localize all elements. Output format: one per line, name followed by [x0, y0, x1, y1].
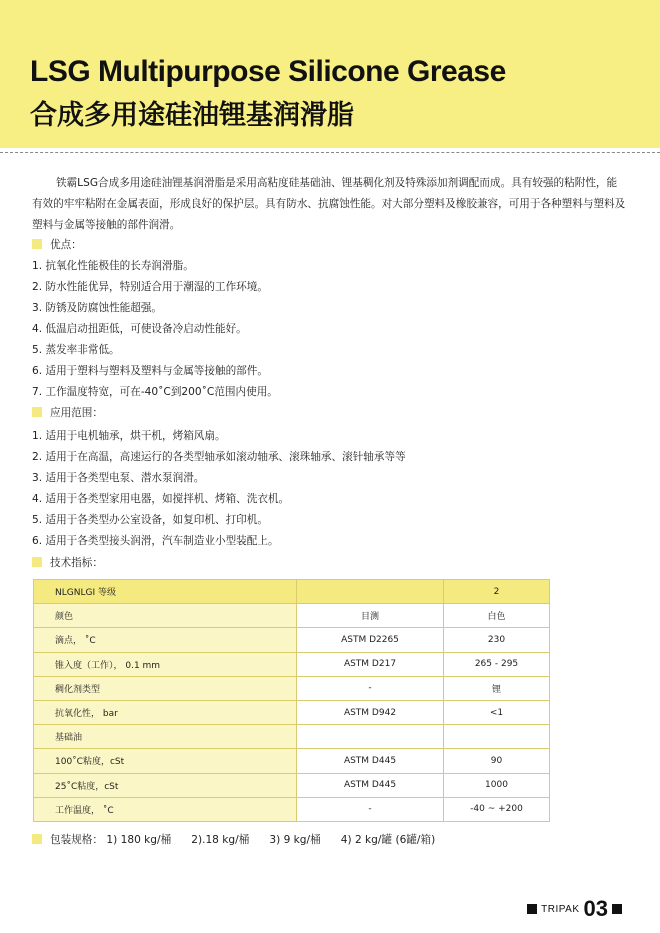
spec-property: 稠化剂类型 — [34, 676, 297, 700]
advantage-item: 3. 防锈及防腐蚀性能超强。 — [32, 302, 163, 314]
page-footer — [527, 896, 622, 922]
spec-property: 100˚C粘度，cSt — [34, 749, 297, 773]
advantages-heading: 优点： — [32, 237, 82, 253]
spec-property: 颜色 — [34, 604, 297, 628]
spec-value: 230 — [444, 628, 550, 652]
packaging-option: 4) 2 kg/罐 (6罐/箱) — [340, 834, 436, 846]
table-row — [34, 725, 550, 749]
packaging-option: 2).18 kg/桶 — [191, 834, 250, 846]
table-row — [34, 749, 550, 773]
application-item: 2. 适用于在高温，高速运行的各类型轴承如滚动轴承、滚珠轴承、滚针轴承等等 — [32, 451, 406, 463]
intro-paragraph: 铁霸LSG合成多用途硅油锂基润滑脂是采用高粘度硅基础油、锂基稠化剂及特殊添加剂调配而成。具有较强的粘附性，能有效的牢牢粘附在金属表面，形成良好的保护层。具有防水、抗腐蚀性能。对大部分塑料及橡胶兼容，可用于各种塑料与塑料及塑料与金属等接触的部件润滑。 — [32, 177, 626, 231]
page-number: 03 — [583, 896, 608, 921]
packaging-option: 3) 9 kg/桶 — [269, 834, 321, 846]
spec-property: 工作温度， ˚C — [34, 797, 297, 821]
packaging-label: 包装规格： — [50, 834, 103, 846]
spec-value: -40 ~ +200 — [444, 797, 550, 821]
brand-name: TRIPAK — [541, 903, 580, 915]
spec-method: ASTM D217 — [297, 652, 444, 676]
square-icon — [527, 904, 537, 914]
spec-method: ASTM D445 — [297, 749, 444, 773]
spec-property: 滴点， ˚C — [34, 628, 297, 652]
table-row — [34, 652, 550, 676]
packaging-line — [32, 832, 435, 847]
spec-value: 2 — [444, 580, 550, 604]
spec-property: 抗氧化性， bar — [34, 700, 297, 724]
application-item: 3. 适用于各类型电泵、潜水泵润滑。 — [32, 472, 205, 484]
table-row — [34, 604, 550, 628]
advantage-item: 1. 抗氧化性能极佳的长寿润滑脂。 — [32, 260, 194, 272]
table-row — [34, 628, 550, 652]
title-banner — [0, 0, 660, 148]
advantage-item: 5. 蒸发率非常低。 — [32, 344, 120, 356]
spec-method: ASTM D942 — [297, 700, 444, 724]
spec-value: 265 - 295 — [444, 652, 550, 676]
bullet-square-icon — [32, 834, 42, 844]
advantage-item: 4. 低温启动扭距低，可使设备冷启动性能好。 — [32, 323, 247, 335]
spec-method: ASTM D2265 — [297, 628, 444, 652]
spec-method: - — [297, 676, 444, 700]
advantage-item: 6. 适用于塑料与塑料及塑料与金属等接触的部件。 — [32, 365, 268, 377]
spec-table — [33, 579, 550, 822]
spec-value: 90 — [444, 749, 550, 773]
title-english: LSG Multipurpose Silicone Grease — [30, 55, 506, 88]
advantage-item: 2. 防水性能优异，特别适合用于潮湿的工作环境。 — [32, 281, 268, 293]
table-row — [34, 773, 550, 797]
spec-property: 25˚C粘度，cSt — [34, 773, 297, 797]
spec-method: - — [297, 797, 444, 821]
applications-heading: 应用范围： — [32, 405, 103, 421]
spec-method — [297, 580, 444, 604]
bullet-square-icon — [32, 557, 42, 567]
title-chinese: 合成多用途硅油锂基润滑脂 — [30, 100, 354, 131]
application-item: 6. 适用于各类型接头润滑，汽车制造业小型装配上。 — [32, 535, 279, 547]
advantage-item: 7. 工作温度特宽，可在-40˚C到200˚C范围内使用。 — [32, 386, 278, 398]
spec-property: 基础油 — [34, 725, 297, 749]
spec-value: <1 — [444, 700, 550, 724]
spec-method: ASTM D445 — [297, 773, 444, 797]
bullet-square-icon — [32, 239, 42, 249]
spec-value: 白色 — [444, 604, 550, 628]
packaging-option: 1) 180 kg/桶 — [106, 834, 172, 846]
square-icon — [612, 904, 622, 914]
spec-property: NLGNLGI 等级 — [34, 580, 297, 604]
spec-value: 1000 — [444, 773, 550, 797]
application-item: 5. 适用于各类型办公室设备，如复印机、打印机。 — [32, 514, 268, 526]
spec-value — [444, 725, 550, 749]
spec-method — [297, 725, 444, 749]
table-header-row — [34, 580, 550, 604]
divider — [0, 152, 660, 153]
table-row — [34, 700, 550, 724]
table-row — [34, 797, 550, 821]
specs-heading: 技术指标： — [32, 555, 103, 571]
spec-value: 锂 — [444, 676, 550, 700]
spec-property: 锥入度（工作）， 0.1 mm — [34, 652, 297, 676]
application-item: 4. 适用于各类型家用电器，如搅拌机、烤箱、洗衣机。 — [32, 493, 290, 505]
table-row — [34, 676, 550, 700]
application-item: 1. 适用于电机轴承，烘干机，烤箱风扇。 — [32, 430, 226, 442]
spec-method: 目测 — [297, 604, 444, 628]
bullet-square-icon — [32, 407, 42, 417]
